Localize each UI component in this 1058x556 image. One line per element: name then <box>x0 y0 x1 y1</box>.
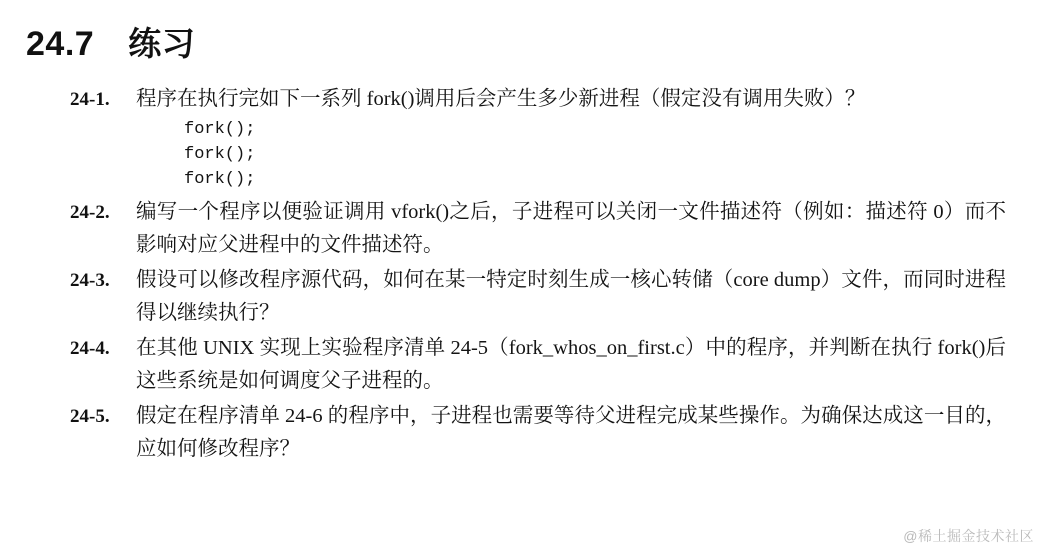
section-title: 练习 <box>128 25 196 62</box>
list-item <box>52 400 1006 466</box>
exercise-number: 24-2. <box>70 202 110 223</box>
exercise-number: 24-5. <box>70 406 110 427</box>
list-item <box>52 196 1006 262</box>
exercise-body <box>136 400 1006 466</box>
exercise-text: 程序在执行完如下一系列 fork()调用后会产生多少新进程（假定没有调用失败）？ <box>136 88 866 110</box>
exercise-text: 假定在程序清单 24-6 的程序中，子进程也需要等待父进程完成某些操作。为确保达成这一目的，应如何修改程序？ <box>136 405 1006 460</box>
list-item <box>52 332 1006 398</box>
list-item <box>52 264 1006 330</box>
list-item <box>52 83 1006 194</box>
section-number: 24.7 <box>26 25 95 63</box>
exercise-number: 24-4. <box>70 338 110 359</box>
exercise-body <box>136 196 1006 262</box>
exercise-body <box>136 83 1006 194</box>
watermark: @稀土掘金技术社区 <box>903 528 1034 544</box>
exercise-list <box>26 83 1028 466</box>
exercise-body <box>136 332 1006 398</box>
exercise-body <box>136 264 1006 330</box>
exercise-text: 在其他 UNIX 实现上实验程序清单 24-5（fork_whos_on_first.c）中的程序，并判断在执行 fork()后这些系统是如何调度父子进程的。 <box>136 337 1006 392</box>
exercise-text: 假设可以修改程序源代码，如何在某一特定时刻生成一核心转储（core dump）文件，而同时进程得以继续执行？ <box>136 269 1006 324</box>
exercise-text: 编写一个程序以便验证调用 vfork()之后，子进程可以关闭一文件描述符（例如：描述符 0）而不影响对应父进程中的文件描述符。 <box>136 201 1006 256</box>
section-heading <box>26 18 1028 65</box>
exercise-number: 24-3. <box>70 270 110 291</box>
code-block <box>136 117 1006 192</box>
code-line: fork(); <box>184 120 256 139</box>
code-line: fork(); <box>184 145 256 164</box>
exercise-number: 24-1. <box>70 89 110 110</box>
code-line: fork(); <box>184 170 256 189</box>
